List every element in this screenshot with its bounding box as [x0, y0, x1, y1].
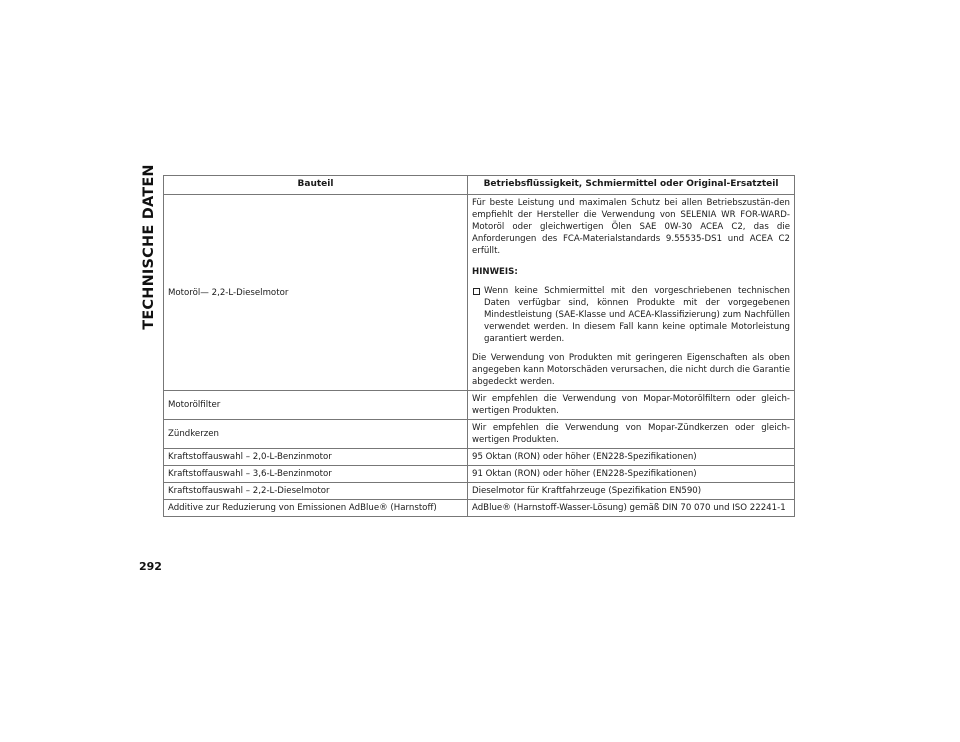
- table-row: [164, 500, 795, 517]
- component-cell: Kraftstoffauswahl – 2,0-L-Benzinmotor: [164, 449, 468, 466]
- note-heading: HINWEIS:: [472, 267, 518, 277]
- table-header-row: [164, 176, 795, 195]
- note-bullet-text: Wenn keine Schmiermittel mit den vorgeschriebenen technischen Daten verfügbar sind, können Produkte mit der vorgegebenen Mindestleistung (SAE-Klasse und ACEA-Klassifizierung) zum Nachfüllen verwendet werden. In diesem Fall kann keine optimale Motorleistung garantiert werden.: [484, 286, 790, 344]
- table-row: [164, 483, 795, 500]
- component-cell: Kraftstoffauswahl – 2,2-L-Dieselmotor: [164, 483, 468, 500]
- spec-cell: [468, 195, 795, 391]
- page-number: 292: [139, 560, 162, 573]
- table-row: [164, 391, 795, 420]
- table-row: [164, 420, 795, 449]
- column-header-spec: Betriebsflüssigkeit, Schmiermittel oder Original-Ersatzteil: [468, 176, 795, 195]
- component-cell: Motorölfilter: [164, 391, 468, 420]
- spec-cell: 91 Oktan (RON) oder höher (EN228-Spezifikationen): [468, 466, 795, 483]
- note-bullet: [472, 285, 790, 345]
- table-row: [164, 195, 795, 391]
- component-cell: Kraftstoffauswahl – 3,6-L-Benzinmotor: [164, 466, 468, 483]
- spec-cell: 95 Oktan (RON) oder höher (EN228-Spezifikationen): [468, 449, 795, 466]
- section-title-text: TECHNISCHE DATEN: [141, 164, 157, 330]
- component-cell: Additive zur Reduzierung von Emissionen AdBlue® (Harnstoff): [164, 500, 468, 517]
- column-header-component: Bauteil: [164, 176, 468, 195]
- oil-intro-text: Für beste Leistung und maximalen Schutz bei allen Betriebszustän-den empfiehlt der Hersteller die Verwendung von SELENIA WR FOR-WARD-Motoröl oder gleichwertigen Ölen SAE 0W-30 ACEA C2, das die Anforderungen des FCA-Materialstandards 9.55535-DS1 und ACEA C2 erfüllt.: [472, 198, 790, 256]
- table-row: [164, 449, 795, 466]
- component-cell: Zündkerzen: [164, 420, 468, 449]
- checkbox-bullet-icon: [473, 288, 480, 295]
- section-title: [139, 164, 159, 330]
- oil-outro-text: Die Verwendung von Produkten mit geringeren Eigenschaften als oben angegeben kann Motorschäden verursachen, die nicht durch die Garantie abgedeckt werden.: [472, 353, 790, 387]
- spec-cell: Wir empfehlen die Verwendung von Mopar-Motorölfiltern oder gleich-wertigen Produkten.: [468, 391, 795, 420]
- spec-cell: Dieselmotor für Kraftfahrzeuge (Spezifikation EN590): [468, 483, 795, 500]
- specifications-table: [163, 175, 795, 517]
- table-row: [164, 466, 795, 483]
- spec-cell: Wir empfehlen die Verwendung von Mopar-Zündkerzen oder gleich-wertigen Produkten.: [468, 420, 795, 449]
- component-cell: Motoröl— 2,2-L-Dieselmotor: [164, 195, 468, 391]
- spec-cell: AdBlue® (Harnstoff-Wasser-Lösung) gemäß DIN 70 070 und ISO 22241-1: [468, 500, 795, 517]
